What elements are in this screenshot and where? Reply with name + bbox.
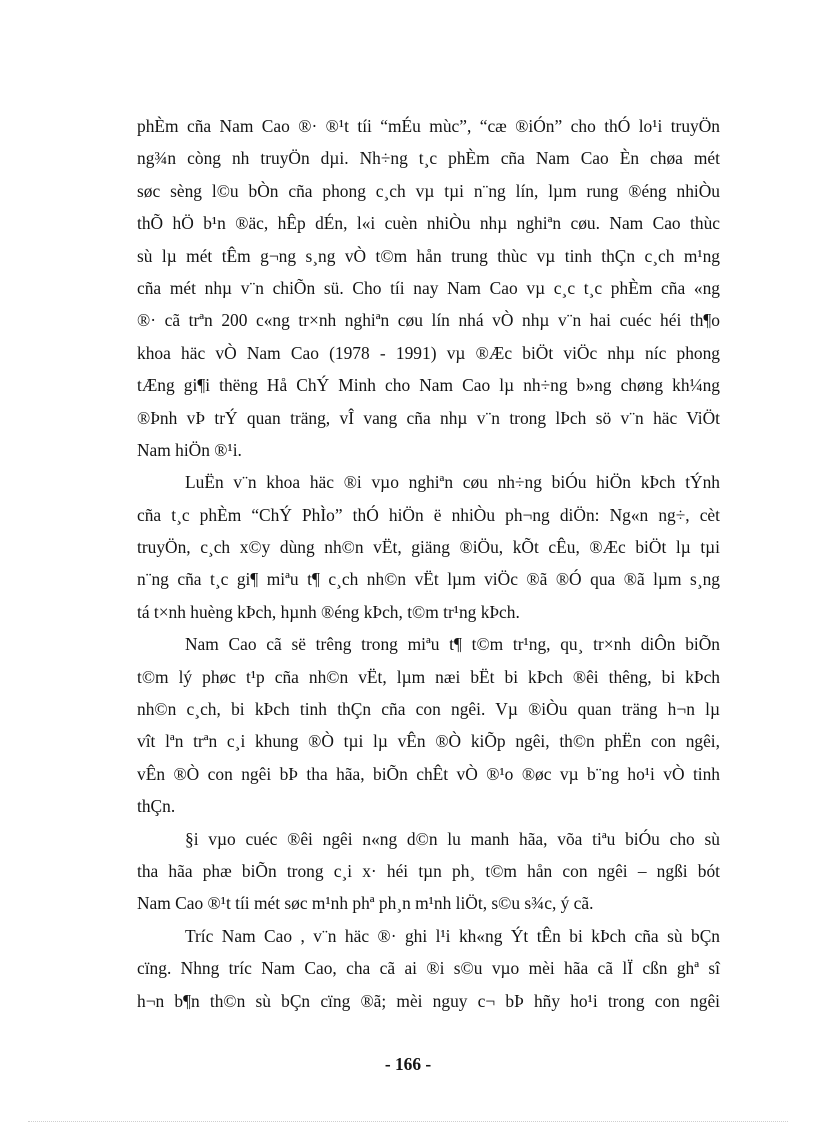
body-text xyxy=(137,110,720,1017)
paragraph-5 xyxy=(137,920,720,1017)
paragraph-2 xyxy=(137,466,720,628)
text-line: vît lªn trªn c¸i khung ®Ò tµi lµ vÊn ®Ò kiÕp ngêi, th©n phËn con ngêi, xyxy=(137,731,720,752)
text-line: Nam hiÖn ®¹i. xyxy=(137,439,242,460)
page-number: - 166 - xyxy=(384,1054,432,1074)
paragraph-4 xyxy=(137,823,720,920)
text-line: khoa häc vÒ Nam Cao (1978 - 1991) vµ ®Æc biÖt viÖc nhµ níc phong xyxy=(137,342,720,363)
text-line: tÆng gi¶i thëng Hå ChÝ Minh cho Nam Cao lµ nh÷ng b»ng chøng kh¼ng xyxy=(137,375,720,396)
text-line: ®· cã trªn 200 c«ng tr×nh nghiªn cøu lín nhá vÒ nhµ v¨n hai cuéc héi th¶o xyxy=(137,310,720,331)
text-line: LuËn v¨n khoa häc ®i vµo nghiªn cøu nh÷ng biÓu hiÖn kÞch tÝnh xyxy=(185,472,720,493)
text-line: cña mét nhµ v¨n chiÕn sü. Cho tíi nay Nam Cao vµ c¸c t¸c phÈm cña «ng xyxy=(137,277,720,298)
text-line: h¬n b¶n th©n sù bÇn cïng ®ã; mèi nguy c¬ bÞ hñy ho¹i trong con ngêi xyxy=(137,990,720,1011)
text-line: cïng. Nhng tríc Nam Cao, cha cã ai ®i s©u vµo mèi hãa cã lÏ cßn ghª sî xyxy=(137,958,720,979)
text-line: tha hãa phæ biÕn trong c¸i x· héi tµn ph¸ t©m hån con ngêi – ngßi bót xyxy=(137,860,720,881)
text-line: n¨ng cña t¸c gi¶ miªu t¶ c¸ch nh©n vËt lµm viÖc ®ã ®Ó qua ®ã lµm s¸ng xyxy=(137,569,720,590)
text-line: thÇn. xyxy=(137,796,176,817)
text-line: vÊn ®Ò con ngêi bÞ tha hãa, biÕn chÊt vÒ ®¹o ®øc vµ b¨ng ho¹i vÒ tinh xyxy=(137,763,720,784)
text-line: Nam Cao ®¹t tíi mét søc m¹nh phª ph¸n m¹nh liÖt, s©u s¾c, ý cã. xyxy=(137,893,594,914)
text-line: nh©n c¸ch, bi kÞch tinh thÇn cña con ngêi. Vµ ®iÒu quan träng h¬n lµ xyxy=(137,699,720,720)
text-line: §i vµo cuéc ®êi ngêi n«ng d©n lu manh hãa, võa tiªu biÓu cho sù xyxy=(185,828,720,849)
text-line: cña t¸c phÈm “ChÝ PhÌo” thÓ hiÖn ë nhiÒu ph¬ng diÖn: Ng«n ng÷, cèt xyxy=(137,504,720,525)
page-bottom-rule xyxy=(28,1121,788,1122)
paragraph-3 xyxy=(137,628,720,822)
text-line: t©m lý phøc t¹p cña nh©n vËt, lµm næi bËt bi kÞch ®êi thêng, bi kÞch xyxy=(137,666,720,687)
paragraph-1 xyxy=(137,110,720,466)
text-line: sù lµ mét tÊm g¬ng s¸ng vÒ t©m hån trung thùc vµ tinh thÇn c¸ch m¹ng xyxy=(137,245,720,266)
text-line: phÈm cña Nam Cao ®· ®¹t tíi “mÉu mùc”, “cæ ®iÓn” cho thÓ lo¹i truyÖn xyxy=(137,116,720,136)
text-line: thÕ hÖ b¹n ®äc, hÊp dÉn, l«i cuèn nhiÒu nhµ nghiªn cøu. Nam Cao thùc xyxy=(137,213,720,234)
text-line: Nam Cao cã së trêng trong miªu t¶ t©m tr¹ng, qu¸ tr×nh diÔn biÕn xyxy=(185,634,720,655)
text-line: ®Þnh vÞ trÝ quan träng, vÎ vang cña nhµ v¨n trong lÞch sö v¨n häc ViÖt xyxy=(137,407,720,428)
text-line: tá t×nh huèng kÞch, hµnh ®éng kÞch, t©m tr¹ng kÞch. xyxy=(137,601,520,622)
text-line: søc sèng l©u bÒn cña phong c¸ch vµ tµi n¨ng lín, lµm rung ®éng nhiÒu xyxy=(137,180,720,201)
text-line: Tríc Nam Cao , v¨n häc ®· ghi l¹i kh«ng Ýt tÊn bi kÞch cña sù bÇn xyxy=(185,925,720,946)
text-line: truyÖn, c¸ch x©y dùng nh©n vËt, giäng ®iÖu, kÕt cÊu, ®Æc biÖt lµ tµi xyxy=(137,537,720,558)
text-line: ng¾n còng nh truyÖn dµi. Nh÷ng t¸c phÈm cña Nam Cao Èn chøa mét xyxy=(137,148,720,169)
